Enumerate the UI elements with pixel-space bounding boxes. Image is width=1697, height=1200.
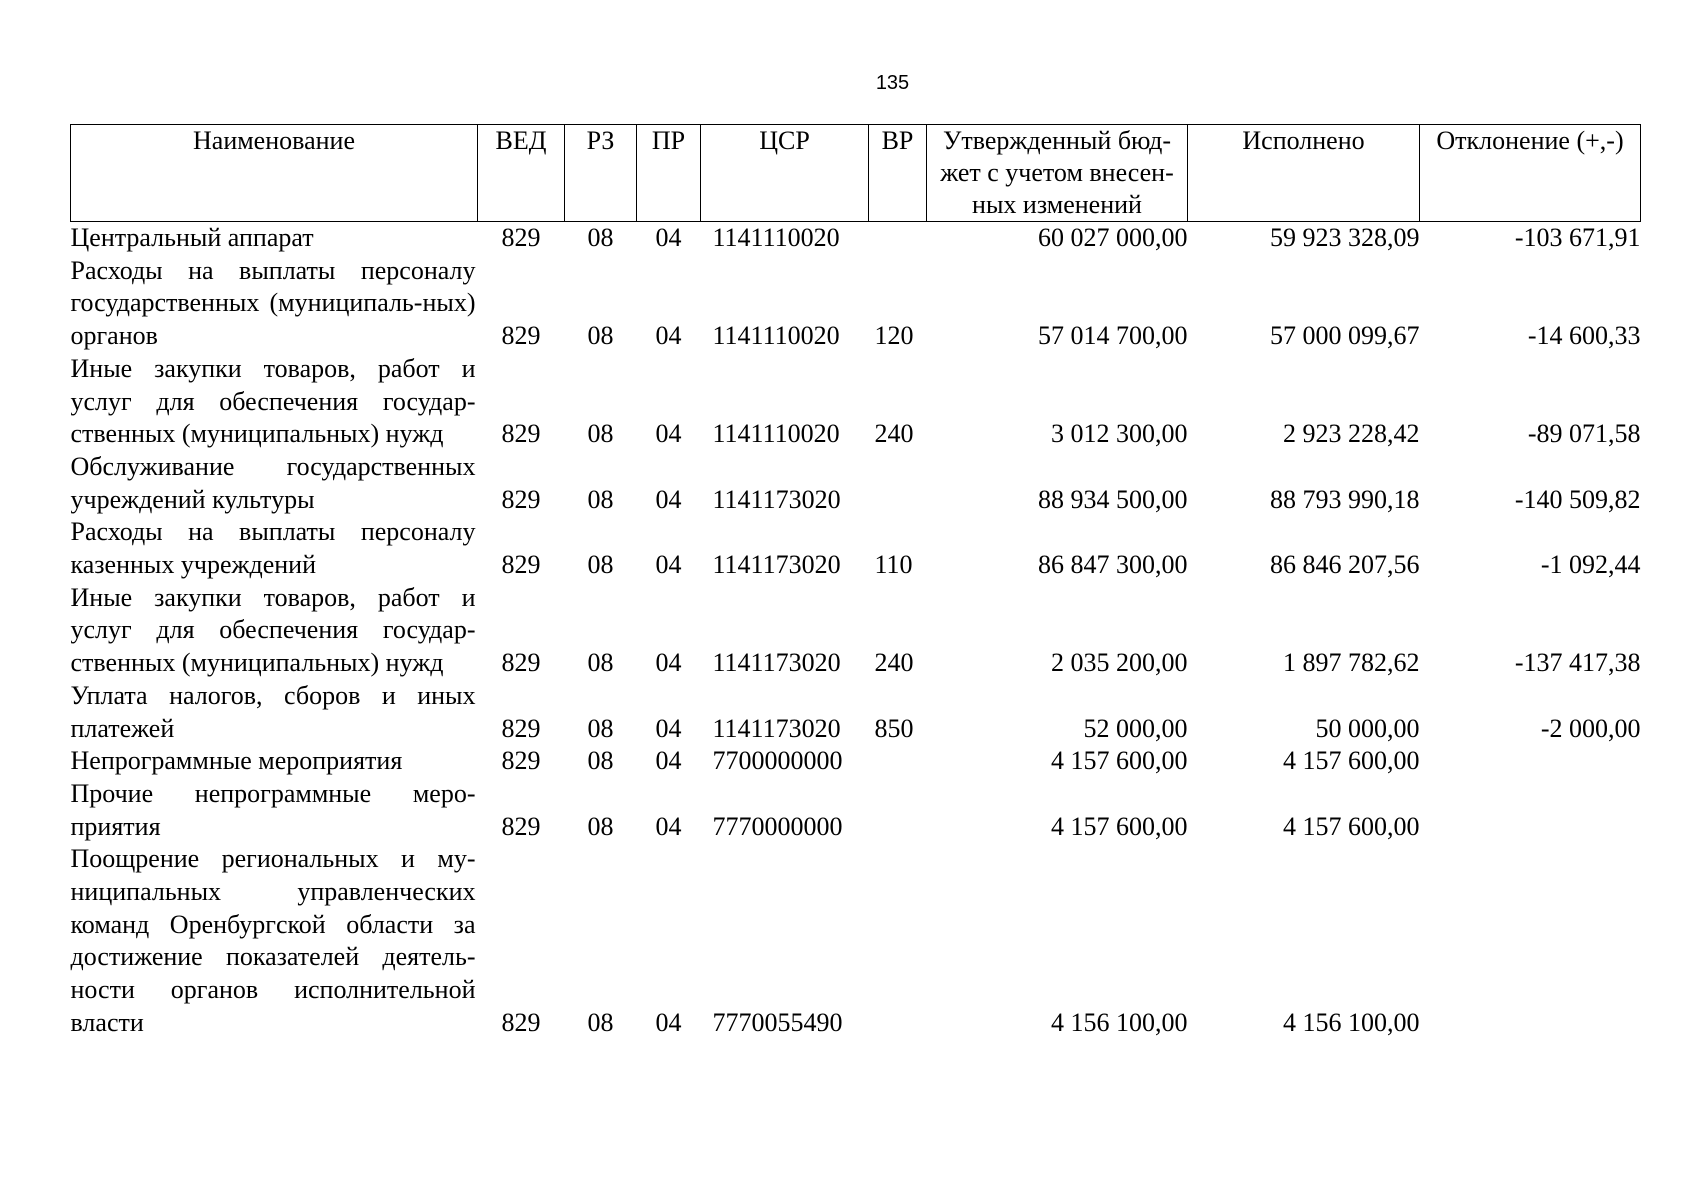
header-pr: ПР — [637, 125, 701, 222]
row-rz-cell: 08 — [587, 713, 614, 743]
row-pr-cell: 04 — [655, 713, 682, 743]
header-ved: ВЕД — [478, 125, 565, 222]
row-pr-cell: 04 — [655, 484, 682, 514]
header-deviation: Отклонение (+,-) — [1420, 125, 1641, 222]
row-csr-cell: 1141110020 — [712, 419, 840, 449]
table-header — [71, 125, 1641, 222]
row-pr-cell: 04 — [655, 419, 682, 449]
table-row — [71, 451, 1641, 516]
row-pr-cell: 04 — [655, 321, 682, 351]
row-pr-cell: 04 — [655, 648, 682, 678]
header-row — [71, 125, 1641, 222]
row-rz-cell: 08 — [587, 484, 614, 514]
table-row — [71, 582, 1641, 680]
row-rz-cell: 08 — [587, 321, 614, 351]
row-vr-cell: 120 — [874, 321, 914, 351]
row-csr-cell: 1141110020 — [712, 321, 840, 351]
row-csr-cell: 1141173020 — [712, 484, 841, 514]
row-pr-cell: 04 — [655, 746, 682, 776]
row-name-cell: Иные закупки товаров, работ и услуг для обеспечения государ-ственных (муниципальных) нужд — [70, 582, 476, 678]
row-ved-cell: 829 — [501, 419, 541, 449]
row-rz-cell: 08 — [587, 746, 614, 776]
header-approved: Утвержденный бюд-жет с учетом внесен-ных изменений — [927, 125, 1188, 222]
row-pr-cell: 04 — [655, 223, 682, 252]
row-csr-cell: 1141173020 — [712, 648, 841, 678]
row-executed-cell: 50 000,00 — [1315, 713, 1420, 743]
header-executed: Исполнено — [1188, 125, 1420, 222]
row-name-cell: Расходы на выплаты персоналу казенных учреждений — [70, 517, 476, 580]
row-csr-cell: 1141110020 — [712, 223, 840, 252]
row-rz-cell: 08 — [587, 419, 614, 449]
row-name-cell: Расходы на выплаты персоналу государственных (муниципаль-ных) органов — [70, 255, 476, 351]
row-approved-cell: 4 157 600,00 — [1051, 746, 1188, 776]
row-csr-cell: 1141173020 — [712, 550, 841, 580]
row-name-cell: Уплата налогов, сборов и иных платежей — [70, 680, 476, 743]
row-ved-cell: 829 — [501, 648, 541, 678]
row-deviation-cell — [1420, 843, 1641, 1039]
table-row — [71, 745, 1641, 778]
row-vr-cell — [869, 745, 927, 778]
row-csr-cell: 7770055490 — [712, 1007, 843, 1037]
row-deviation-cell: -103 671,91 — [1514, 223, 1641, 252]
row-ved-cell: 829 — [501, 223, 541, 252]
row-ved-cell: 829 — [501, 484, 541, 514]
row-approved-cell: 4 157 600,00 — [1051, 811, 1188, 841]
table-row — [71, 843, 1641, 1039]
row-rz-cell: 08 — [587, 550, 614, 580]
row-approved-cell: 3 012 300,00 — [1051, 419, 1188, 449]
row-approved-cell: 88 934 500,00 — [1038, 484, 1188, 514]
row-name-cell: Прочие непрограммные меро-приятия — [70, 778, 476, 841]
row-ved-cell: 829 — [501, 713, 541, 743]
row-executed-cell: 86 846 207,56 — [1270, 550, 1420, 580]
page-number: 135 — [875, 72, 910, 94]
header-vr: ВР — [869, 125, 927, 222]
header-csr: ЦСР — [701, 125, 869, 222]
row-pr-cell: 04 — [655, 550, 682, 580]
table-row — [71, 353, 1641, 451]
row-name-cell: Обслуживание государственных учреждений культуры — [70, 451, 476, 514]
row-deviation-cell: -140 509,82 — [1514, 484, 1641, 514]
table-row — [71, 516, 1641, 581]
row-vr-cell: 110 — [874, 550, 913, 580]
row-name-cell: Непрограммные мероприятия — [70, 746, 403, 776]
row-deviation-cell: -1 092,44 — [1540, 550, 1641, 580]
row-approved-cell: 52 000,00 — [1083, 713, 1188, 743]
row-ved-cell: 829 — [501, 746, 541, 776]
row-ved-cell: 829 — [501, 811, 541, 841]
row-name-cell: Поощрение региональных и му-ниципальных управленческих команд Оренбургской области за достижение показателей деятель-ности органов исполнительной власти — [70, 844, 476, 1037]
row-executed-cell: 4 156 100,00 — [1283, 1007, 1420, 1037]
row-csr-cell: 1141173020 — [712, 713, 841, 743]
row-approved-cell: 60 027 000,00 — [1038, 223, 1188, 252]
row-approved-cell: 86 847 300,00 — [1038, 550, 1188, 580]
row-approved-cell: 57 014 700,00 — [1038, 321, 1188, 351]
row-approved-cell: 4 156 100,00 — [1051, 1007, 1188, 1037]
row-deviation-cell: -14 600,33 — [1527, 321, 1641, 351]
row-executed-cell: 4 157 600,00 — [1283, 811, 1420, 841]
row-vr-cell — [869, 222, 927, 255]
table-body — [71, 222, 1641, 1040]
table-row — [71, 778, 1641, 843]
row-vr-cell: 240 — [874, 419, 914, 449]
row-name-cell: Центральный аппарат — [70, 223, 314, 252]
row-rz-cell: 08 — [587, 811, 614, 841]
row-executed-cell: 1 897 782,62 — [1283, 648, 1420, 678]
row-vr-cell — [869, 451, 927, 516]
row-executed-cell: 4 157 600,00 — [1283, 746, 1420, 776]
budget-execution-table — [70, 124, 1641, 1040]
row-rz-cell: 08 — [587, 1007, 614, 1037]
row-approved-cell: 2 035 200,00 — [1051, 648, 1188, 678]
row-deviation-cell: -89 071,58 — [1527, 419, 1641, 449]
row-deviation-cell — [1420, 778, 1641, 843]
row-deviation-cell: -2 000,00 — [1540, 713, 1641, 743]
row-deviation-cell: -137 417,38 — [1514, 648, 1641, 678]
row-executed-cell: 2 923 228,42 — [1283, 419, 1420, 449]
row-ved-cell: 829 — [501, 321, 541, 351]
row-executed-cell: 57 000 099,67 — [1270, 321, 1420, 351]
table-row — [71, 222, 1641, 255]
row-ved-cell: 829 — [501, 550, 541, 580]
table-row — [71, 255, 1641, 353]
row-vr-cell — [869, 843, 927, 1039]
row-executed-cell: 88 793 990,18 — [1270, 484, 1420, 514]
table-row — [71, 680, 1641, 745]
row-name-cell: Иные закупки товаров, работ и услуг для обеспечения государ-ственных (муниципальных) нужд — [70, 353, 476, 449]
row-deviation-cell — [1420, 745, 1641, 778]
row-ved-cell: 829 — [501, 1007, 541, 1037]
row-csr-cell: 7770000000 — [712, 811, 843, 841]
header-rz: РЗ — [565, 125, 637, 222]
row-rz-cell: 08 — [587, 223, 614, 252]
row-pr-cell: 04 — [655, 811, 682, 841]
row-rz-cell: 08 — [587, 648, 614, 678]
row-csr-cell: 7700000000 — [712, 746, 843, 776]
header-name: Наименование — [71, 125, 478, 222]
row-vr-cell: 850 — [874, 713, 914, 743]
row-vr-cell — [869, 778, 927, 843]
row-vr-cell: 240 — [874, 648, 914, 678]
row-executed-cell: 59 923 328,09 — [1270, 223, 1420, 252]
row-pr-cell: 04 — [655, 1007, 682, 1037]
